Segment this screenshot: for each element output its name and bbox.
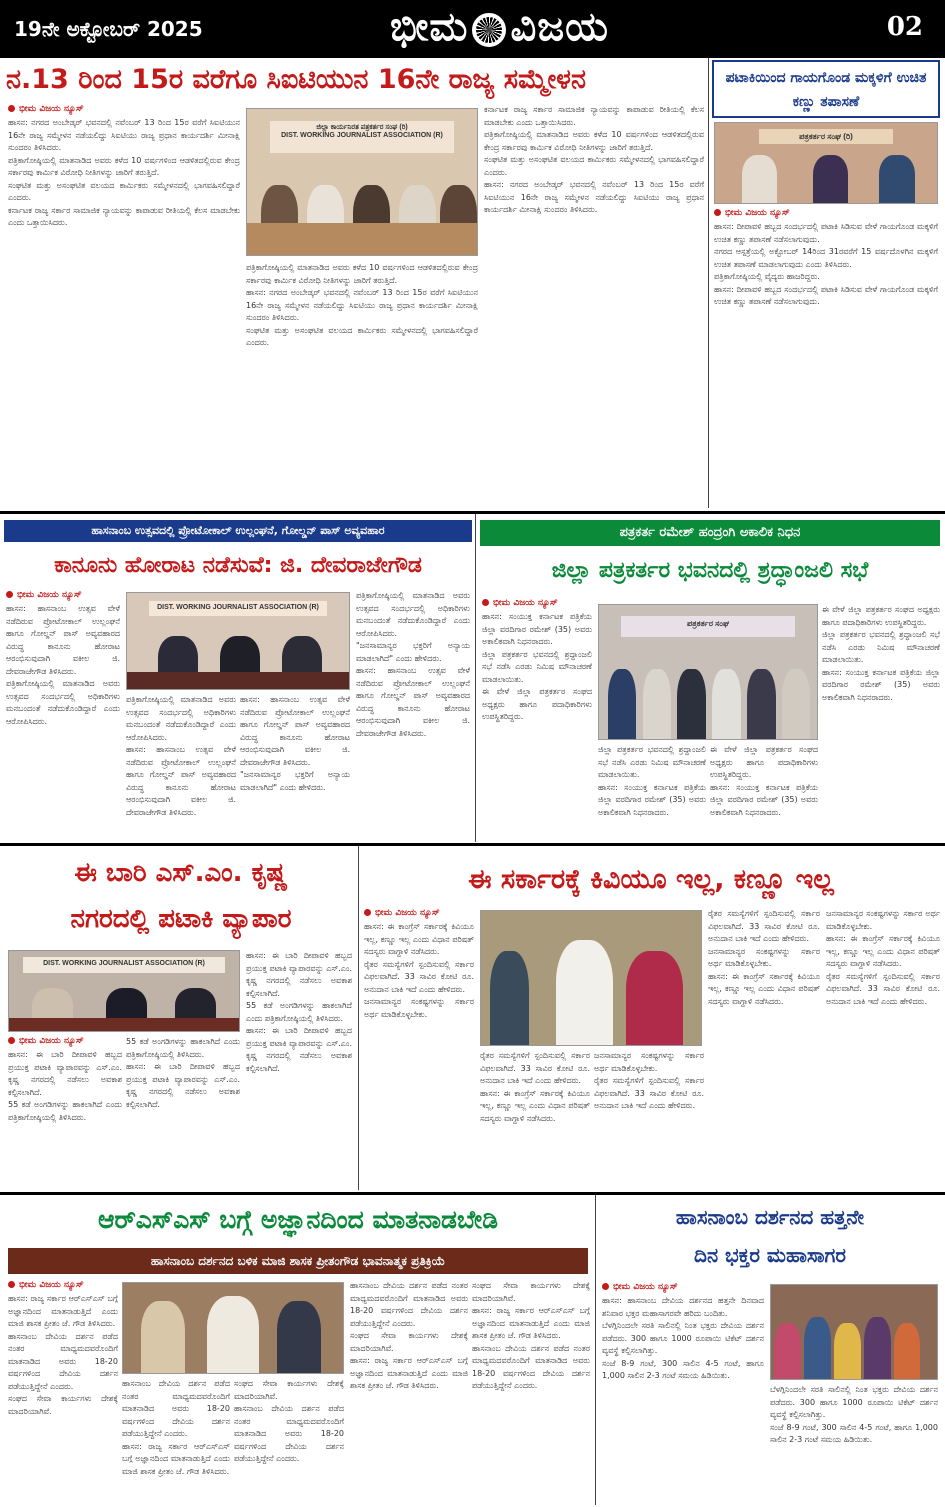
article-3-col-2 [126, 694, 236, 836]
logo-right: ವಿಜಯ [510, 3, 609, 50]
article-6-headline: ಈ ಸರ್ಕಾರಕ್ಕೆ ಕಿವಿಯೂ ಇಲ್ಲ, ಕಣ್ಣೂ ಇಲ್ಲ [468, 864, 834, 895]
column-divider [358, 846, 359, 1190]
photo-banner: DIST. WORKING JOURNALIST ASSOCIATION (R) [23, 957, 225, 973]
article-3-text-2: ಪತ್ರಿಕಾಗೋಷ್ಠಿಯಲ್ಲಿ ಮಾತನಾಡಿದ ಅವರು ಉತ್ಸವದ ಸಂದರ್ಭದಲ್ಲಿ ಅಧಿಕಾರಿಗಳು ಮನಬಂದಂತೆ ನಡೆದುಕೊಂಡಿದ್ದಾರೆ ಎಂದು ಆರೋಪಿಸಿದರು. ಹಾಸನ: ಹಾಸನಾಂಬ ಉತ್ಸವ ವೇಳೆ ನಡೆದಿರುವ ಪ್ರೋಟೋಕಾಲ್ ಉಲ್ಲಂಘನೆ ಹಾಗೂ ಗೋಲ್ಡನ್ ಪಾಸ್ ಅವ್ಯವಹಾರದ ವಿರುದ್ಧ ಕಾನೂನು ಹೋರಾಟ ಆರಂಭಿಸುವುದಾಗಿ ವಕೀಲ ಜಿ. ದೇವರಾಜೇಗೌಡ ತಿಳಿಸಿದರು. [126, 695, 236, 817]
article-3-text-4: ಪತ್ರಿಕಾಗೋಷ್ಠಿಯಲ್ಲಿ ಮಾತನಾಡಿದ ಅವರು ಉತ್ಸವದ ಸಂದರ್ಭದಲ್ಲಿ ಅಧಿಕಾರಿಗಳು ಮನಬಂದಂತೆ ನಡೆದುಕೊಂಡಿದ್ದಾರೆ ಎಂದು ಆರೋಪಿಸಿದರು. "ಜನಸಾಮಾನ್ಯರ ಭಕ್ತರಿಗೆ ಅನ್ಯಾಯ ಮಾಡಲಾಗಿದೆ" ಎಂದು ಹೇಳಿದರು. ಹಾಸನ: ಹಾಸನಾಂಬ ಉತ್ಸವ ವೇಳೆ ನಡೆದಿರುವ ಪ್ರೋಟೋಕಾಲ್ ಉಲ್ಲಂಘನೆ ಹಾಗೂ ಗೋಲ್ಡನ್ ಪಾಸ್ ಅವ್ಯವಹಾರದ ವಿರುದ್ಧ ಕಾನೂನು ಹೋರಾಟ ಆರಂಭಿಸುವುದಾಗಿ ವಕೀಲ ಜಿ. ದೇವರಾಜೇಗೌಡ ತಿಳಿಸಿದರು. [356, 591, 470, 738]
article-6-col-1 [364, 908, 474, 1186]
article-2-text: ಹಾಸನ: ದೀಪಾವಳಿ ಹಬ್ಬದ ಸಂದರ್ಭದಲ್ಲಿ ಪಟಾಕಿ ಸಿಡಿಸುವ ವೇಳೆ ಗಾಯಗೊಂಡ ಮಕ್ಕಳಿಗೆ ಉಚಿತ ಕಣ್ಣು ತಪಾಸಣೆ ನಡೆಸಲಾಗುವುದು. ನಗರದ ಆಸ್ಪತ್ರೆಯಲ್ಲಿ ಅಕ್ಟೋಬರ್ 14ರಿಂದ 31ರವರೆಗೆ 15 ವರ್ಷದೊಳಗಿನ ಮಕ್ಕಳಿಗೆ ಉಚಿತ ತಪಾಸಣೆ ಮಾಡಲಾಗುವುದು ಎಂದು ತಿಳಿಸಿದರು. ಪತ್ರಿಕಾಗೋಷ್ಠಿಯಲ್ಲಿ ವೈದ್ಯರು ಹಾಜರಿದ್ದರು. ಹಾಸನ: ದೀಪಾವಳಿ ಹಬ್ಬದ ಸಂದರ್ಭದಲ್ಲಿ ಪಟಾಕಿ ಸಿಡಿಸುವ ವೇಳೆ ಗಾಯಗೊಂಡ ಮಕ್ಕಳಿಗೆ ಉಚಿತ ಕಣ್ಣು ತಪಾಸಣೆ ನಡೆಸಲಾಗುವುದು. [714, 222, 938, 306]
article-6-text-4: ರೈತರ ಸಮಸ್ಯೆಗಳಿಗೆ ಸ್ಪಂದಿಸುವಲ್ಲಿ ಸರ್ಕಾರ ವಿಫಲವಾಗಿದೆ. 33 ಸಾವಿರ ಕೋಟಿ ರೂ. ಅನುದಾನ ಬಾಕಿ ಇದೆ ಎಂದು ಹೇಳಿದರು. ಜನಸಾಮಾನ್ಯರ ಸಂಕಷ್ಟಗಳನ್ನು ಸರ್ಕಾರ ಅರ್ಥ ಮಾಡಿಕೊಳ್ಳಬೇಕು. ಹಾಸನ: ಈ ಕಾಂಗ್ರೆಸ್ ಸರ್ಕಾರಕ್ಕೆ ಕಿವಿಯೂ ಇಲ್ಲ, ಕಣ್ಣೂ ಇಲ್ಲ ಎಂದು ವಿಧಾನ ಪರಿಷತ್ ಸದಸ್ಯರು ವಾಗ್ದಾಳಿ ನಡೆಸಿದರು. [708, 909, 820, 1006]
article-5-photo [8, 950, 240, 1032]
article-2-col [714, 208, 938, 504]
article-1-col-1 [8, 104, 240, 504]
article-7-text-3: ಸಂಘದ ಸೇವಾ ಕಾರ್ಯಗಳು ದೇಶಕ್ಕೆ ಮಾದರಿಯಾಗಿವೆ. ಹಾಸನಾಂಬ ದೇವಿಯ ದರ್ಶನ ಪಡೆದ ನಂತರ ಮಾಧ್ಯಮದವರೊಂದಿಗೆ ಮಾತನಾಡಿದ ಅವರು 18-20 ವರ್ಷಗಳಿಂದ ದೇವಿಯ ದರ್ಶನ ಪಡೆಯುತ್ತಿದ್ದೇನೆ ಎಂದರು. [234, 1379, 344, 1463]
article-3-text: ಹಾಸನ: ಹಾಸನಾಂಬ ಉತ್ಸವ ವೇಳೆ ನಡೆದಿರುವ ಪ್ರೋಟೋಕಾಲ್ ಉಲ್ಲಂಘನೆ ಹಾಗೂ ಗೋಲ್ಡನ್ ಪಾಸ್ ಅವ್ಯವಹಾರದ ವಿರುದ್ಧ ಕಾನೂನು ಹೋರಾಟ ಆರಂಭಿಸುವುದಾಗಿ ವಕೀಲ ಜಿ. ದೇವರಾಜೇಗೌಡ ತಿಳಿಸಿದರು. ಪತ್ರಿಕಾಗೋಷ್ಠಿಯಲ್ಲಿ ಮಾತನಾಡಿದ ಅವರು ಉತ್ಸವದ ಸಂದರ್ಭದಲ್ಲಿ ಅಧಿಕಾರಿಗಳು ಮನಬಂದಂತೆ ನಡೆದುಕೊಂಡಿದ್ದಾರೆ ಎಂದು ಆರೋಪಿಸಿದರು. [6, 604, 120, 726]
section-divider [0, 843, 945, 846]
article-7-photo [122, 1282, 344, 1374]
bullet-icon [482, 599, 489, 606]
column-divider [595, 1195, 596, 1505]
byline: ಭೀಮ ವಿಜಯ ನ್ಯೂಸ್ [602, 1282, 764, 1292]
newspaper-logo [390, 3, 609, 50]
section-divider [0, 511, 945, 514]
byline: ಭೀಮ ವಿಜಯ ನ್ಯೂಸ್ [364, 908, 474, 918]
article-2-headline-box [712, 60, 940, 118]
article-3-col-4 [356, 590, 470, 836]
issue-date: 19ನೇ ಅಕ್ಟೋಬರ್ 2025 [14, 17, 203, 41]
article-7-text-2: ಹಾಸನಾಂಬ ದೇವಿಯ ದರ್ಶನ ಪಡೆದ ನಂತರ ಮಾಧ್ಯಮದವರೊಂದಿಗೆ ಮಾತನಾಡಿದ ಅವರು 18-20 ವರ್ಷಗಳಿಂದ ದೇವಿಯ ದರ್ಶನ ಪಡೆಯುತ್ತಿದ್ದೇನೆ ಎಂದರು. ಹಾಸನ: ರಾಜ್ಯ ಸರ್ಕಾರ ಆರ್‌ಎಸ್‌ಎಸ್ ಬಗ್ಗೆ ಅಜ್ಞಾನದಿಂದ ಮಾತನಾಡುತ್ತಿದೆ ಎಂದು ಮಾಜಿ ಶಾಸಕ ಪ್ರೀತಂ ಜೆ. ಗೌಡ ತಿಳಿಸಿದರು. [122, 1379, 230, 1476]
masthead [0, 0, 945, 58]
article-3-photo [126, 592, 350, 690]
chakra-icon [472, 13, 506, 47]
article-5-col-2 [126, 1036, 240, 1186]
article-7-col-1 [8, 1280, 118, 1502]
article-4-kicker: ಪತ್ರಕರ್ತ ರಮೇಶ್ ಹಂದ್ರಂಗಿ ಅಕಾಲಿಕ ನಿಧನ [480, 520, 940, 546]
article-4-text-2: ಜಿಲ್ಲಾ ಪತ್ರಕರ್ತರ ಭವನದಲ್ಲಿ ಶ್ರದ್ಧಾಂಜಲಿ ಸಭೆ ನಡೆಸಿ ಎರಡು ನಿಮಿಷ ಮೌನಾಚರಣೆ ಮಾಡಲಾಯಿತು. ಹಾಸನ: ಸಂಯುಕ್ತ ಕರ್ನಾಟಕ ಪತ್ರಿಕೆಯ ಜಿಲ್ಲಾ ವರದಿಗಾರ ರಮೇಶ್ (35) ಅವರು ಅಕಾಲಿಕವಾಗಿ ನಿಧನರಾದರು. [598, 745, 706, 817]
section-divider [0, 1192, 945, 1195]
article-8-headline [600, 1198, 940, 1274]
article-7-col-2 [122, 1378, 230, 1502]
article-5-col-1 [8, 1036, 122, 1186]
article-1-col-3 [484, 104, 704, 504]
bullet-icon [602, 1283, 609, 1290]
article-7-col-3 [234, 1378, 344, 1502]
logo-left: ಭೀಮ [390, 3, 469, 50]
article-4-text: ಹಾಸನ: ಸಂಯುಕ್ತ ಕರ್ನಾಟಕ ಪತ್ರಿಕೆಯ ಜಿಲ್ಲಾ ವರದಿಗಾರ ರಮೇಶ್ (35) ಅವರು ಅಕಾಲಿಕವಾಗಿ ನಿಧನರಾದರು. ಜಿಲ್ಲಾ ಪತ್ರಕರ್ತರ ಭವನದಲ್ಲಿ ಶ್ರದ್ಧಾಂಜಲಿ ಸಭೆ ನಡೆಸಿ ಎರಡು ನಿಮಿಷ ಮೌನಾಚರಣೆ ಮಾಡಲಾಯಿತು. ಈ ವೇಳೆ ಜಿಲ್ಲಾ ಪತ್ರಕರ್ತರ ಸಂಘದ ಅಧ್ಯಕ್ಷರು ಹಾಗೂ ಪದಾಧಿಕಾರಿಗಳು ಉಪಸ್ಥಿತರಿದ್ದರು. [482, 612, 592, 721]
article-6-col-3 [594, 1050, 704, 1186]
bullet-icon [8, 1037, 15, 1044]
photo-banner: ಜಿಲ್ಲಾ ಕಾರ್ಯನಿರತ ಪತ್ರಕರ್ತರ ಸಂಘ (ರಿ) DIST. WORKING JOURNALIST ASSOCIATION (R) [270, 121, 454, 153]
article-6-col-2 [480, 1050, 590, 1186]
article-1-col-2 [246, 262, 478, 504]
article-7-text-5: ಸಂಘದ ಸೇವಾ ಕಾರ್ಯಗಳು ದೇಶಕ್ಕೆ ಮಾದರಿಯಾಗಿವೆ. ಹಾಸನ: ರಾಜ್ಯ ಸರ್ಕಾರ ಆರ್‌ಎಸ್‌ಎಸ್ ಬಗ್ಗೆ ಅಜ್ಞಾನದಿಂದ ಮಾತನಾಡುತ್ತಿದೆ ಎಂದು ಮಾಜಿ ಶಾಸಕ ಪ್ರೀತಂ ಜೆ. ಗೌಡ ತಿಳಿಸಿದರು. ಹಾಸನಾಂಬ ದೇವಿಯ ದರ್ಶನ ಪಡೆದ ನಂತರ ಮಾಧ್ಯಮದವರೊಂದಿಗೆ ಮಾತನಾಡಿದ ಅವರು 18-20 ವರ್ಷಗಳಿಂದ ದೇವಿಯ ದರ್ಶನ ಪಡೆಯುತ್ತಿದ್ದೇನೆ ಎಂದರು. [472, 1281, 590, 1390]
byline: ಭೀಮ ವಿಜಯ ನ್ಯೂಸ್ [8, 1036, 122, 1046]
article-1-headline: ನ.13 ರಿಂದ 15ರ ವರೆಗೂ ಸಿಐಟಿಯುನ 16ನೇ ರಾಜ್ಯ ಸಮ್ಮೇಳನ [6, 64, 586, 95]
article-7-text-4: ಹಾಸನಾಂಬ ದೇವಿಯ ದರ್ಶನ ಪಡೆದ ನಂತರ ಮಾಧ್ಯಮದವರೊಂದಿಗೆ ಮಾತನಾಡಿದ ಅವರು 18-20 ವರ್ಷಗಳಿಂದ ದೇವಿಯ ದರ್ಶನ ಪಡೆಯುತ್ತಿದ್ದೇನೆ ಎಂದರು. ಸಂಘದ ಸೇವಾ ಕಾರ್ಯಗಳು ದೇಶಕ್ಕೆ ಮಾದರಿಯಾಗಿವೆ. ಹಾಸನ: ರಾಜ್ಯ ಸರ್ಕಾರ ಆರ್‌ಎಸ್‌ಎಸ್ ಬಗ್ಗೆ ಅಜ್ಞಾನದಿಂದ ಮಾತನಾಡುತ್ತಿದೆ ಎಂದು ಮಾಜಿ ಶಾಸಕ ಪ್ರೀತಂ ಜೆ. ಗೌಡ ತಿಳಿಸಿದರು. [350, 1281, 468, 1390]
article-6-col-4 [708, 908, 820, 1186]
article-4-col-1 [482, 598, 592, 836]
article-1-text: ಹಾಸನ: ನಗರದ ಅಂಬೇಡ್ಕರ್ ಭವನದಲ್ಲಿ ನವೆಂಬರ್ 13 ರಿಂದ 15ರ ವರೆಗೆ ಸಿಐಟಿಯುನ 16ನೇ ರಾಜ್ಯ ಸಮ್ಮೇಳನ ನಡೆಯಲಿದ್ದು ಸಿಐಟಿಯು ರಾಜ್ಯ ಪ್ರಧಾನ ಕಾರ್ಯದರ್ಶಿ ಮೀನಾಕ್ಷಿ ಸುಂದರಂ ತಿಳಿಸಿದರು. ಪತ್ರಿಕಾಗೋಷ್ಠಿಯಲ್ಲಿ ಮಾತನಾಡಿದ ಅವರು ಕಳೆದ 10 ವರ್ಷಗಳಿಂದ ಆಡಳಿತದಲ್ಲಿರುವ ಕೇಂದ್ರ ಸರ್ಕಾರವು ಕಾರ್ಮಿಕ ವಿರೋಧಿ ನೀತಿಗಳನ್ನು ಜಾರಿಗೆ ತರುತ್ತಿದೆ. ಸಂಘಟಿತ ಮತ್ತು ಅಸಂಘಟಿತ ವಲಯದ ಕಾರ್ಮಿಕರು ಸಮ್ಮೇಳನದಲ್ಲಿ ಭಾಗವಹಿಸಲಿದ್ದಾರೆ ಎಂದರು. ಕರ್ನಾಟಕ ರಾಜ್ಯ ಸರ್ಕಾರ ಸಾಮಾಜಿಕ ನ್ಯಾಯವನ್ನು ಕಾಪಾಡುವ ರೀತಿಯಲ್ಲಿ ಕೆಲಸ ಮಾಡಬೇಕು ಎಂದು ಒತ್ತಾಯಿಸಿದರು. [8, 118, 240, 227]
article-1-headline-box [6, 62, 706, 100]
article-5-text-3: ಹಾಸನ: ಈ ಬಾರಿ ದೀಪಾವಳಿ ಹಬ್ಬದ ಪ್ರಯುಕ್ತ ಪಟಾಕಿ ವ್ಯಾಪಾರವನ್ನು ಎಸ್.ಎಂ. ಕೃಷ್ಣ ನಗರದಲ್ಲಿ ನಡೆಸಲು ಅವಕಾಶ ಕಲ್ಪಿಸಲಾಗಿದೆ. 55 ಕಡೆ ಅಂಗಡಿಗಳನ್ನು ಹಾಕಲಾಗಿದೆ ಎಂದು ಪತ್ರಿಕಾಗೋಷ್ಠಿಯಲ್ಲಿ ತಿಳಿಸಿದರು. ಹಾಸನ: ಈ ಬಾರಿ ದೀಪಾವಳಿ ಹಬ್ಬದ ಪ್ರಯುಕ್ತ ಪಟಾಕಿ ವ್ಯಾಪಾರವನ್ನು ಎಸ್.ಎಂ. ಕೃಷ್ಣ ನಗರದಲ್ಲಿ ನಡೆಸಲು ಅವಕಾಶ ಕಲ್ಪಿಸಲಾಗಿದೆ. [246, 951, 352, 1073]
article-4-text-3: ಈ ವೇಳೆ ಜಿಲ್ಲಾ ಪತ್ರಕರ್ತರ ಸಂಘದ ಅಧ್ಯಕ್ಷರು ಹಾಗೂ ಪದಾಧಿಕಾರಿಗಳು ಉಪಸ್ಥಿತರಿದ್ದರು. ಹಾಸನ: ಸಂಯುಕ್ತ ಕರ್ನಾಟಕ ಪತ್ರಿಕೆಯ ಜಿಲ್ಲಾ ವರದಿಗಾರ ರಮೇಶ್ (35) ಅವರು ಅಕಾಲಿಕವಾಗಿ ನಿಧನರಾದರು. [710, 745, 818, 817]
article-8-text: ಹಾಸನ: ಹಾಸನಾಂಬ ದೇವಿಯ ದರ್ಶನದ ಹತ್ತನೇ ದಿನವಾದ ಶನಿವಾರ ಭಕ್ತರ ಮಹಾಸಾಗರವೇ ಹರಿದು ಬಂದಿತು. ಬೆಳಗ್ಗಿನಿಂದಲೇ ಸರತಿ ಸಾಲಿನಲ್ಲಿ ನಿಂತ ಭಕ್ತರು ದೇವಿಯ ದರ್ಶನ ಪಡೆದರು. 300 ಹಾಗೂ 1000 ರೂಪಾಯಿ ಟಿಕೆಟ್ ದರ್ಶನ ವ್ಯವಸ್ಥೆ ಕಲ್ಪಿಸಲಾಗಿತ್ತು. ಸಂಜೆ 8-9 ಗಂಟೆ, 300 ಸಾಲಿನ 4-5 ಗಂಟೆ, ಹಾಗೂ 1,000 ಸಾಲಿನ 2-3 ಗಂಟೆ ಸಮಯ ಹಿಡಿಯಿತು. [602, 1296, 764, 1380]
article-3-col-1 [6, 590, 120, 836]
article-6-col-5 [826, 908, 940, 1186]
article-8-headline-line-2: ದಿನ ಭಕ್ತರ ಮಹಾಸಾಗರ [694, 1243, 846, 1267]
bullet-icon [714, 209, 721, 216]
article-8-headline-line-1: ಹಾಸನಾಂಬ ದರ್ಶನದ ಹತ್ತನೇ [675, 1205, 865, 1229]
article-7-col-5 [472, 1280, 590, 1502]
article-8-col-1 [602, 1282, 764, 1502]
byline: ಭೀಮ ವಿಜಯ ನ್ಯೂಸ್ [714, 208, 938, 218]
photo-banner: ಪತ್ರಕರ್ತರ ಸಂಘ (ರಿ) [759, 129, 892, 143]
article-8-text-2: ಬೆಳಗ್ಗಿನಿಂದಲೇ ಸರತಿ ಸಾಲಿನಲ್ಲಿ ನಿಂತ ಭಕ್ತರು ದೇವಿಯ ದರ್ಶನ ಪಡೆದರು. 300 ಹಾಗೂ 1000 ರೂಪಾಯಿ ಟಿಕೆಟ್ ದರ್ಶನ ವ್ಯವಸ್ಥೆ ಕಲ್ಪಿಸಲಾಗಿತ್ತು. ಸಂಜೆ 8-9 ಗಂಟೆ, 300 ಸಾಲಿನ 4-5 ಗಂಟೆ, ಹಾಗೂ 1,000 ಸಾಲಿನ 2-3 ಗಂಟೆ ಸಮಯ ಹಿಡಿಯಿತು. [770, 1385, 938, 1444]
byline: ಭೀಮ ವಿಜಯ ನ್ಯೂಸ್ [8, 104, 240, 114]
article-2-headline: ಪಟಾಕಿಯಿಂದ ಗಾಯಗೊಂಡ ಮಕ್ಕಳಿಗೆ ಉಚಿತ ಕಣ್ಣು ತಪಾಸಣೆ [725, 70, 927, 110]
article-3-col-3 [240, 694, 350, 836]
article-3-text-3: ಹಾಸನ: ಹಾಸನಾಂಬ ಉತ್ಸವ ವೇಳೆ ನಡೆದಿರುವ ಪ್ರೋಟೋಕಾಲ್ ಉಲ್ಲಂಘನೆ ಹಾಗೂ ಗೋಲ್ಡನ್ ಪಾಸ್ ಅವ್ಯವಹಾರದ ವಿರುದ್ಧ ಕಾನೂನು ಹೋರಾಟ ಆರಂಭಿಸುವುದಾಗಿ ವಕೀಲ ಜಿ. ದೇವರಾಜೇಗೌಡ ತಿಳಿಸಿದರು. "ಜನಸಾಮಾನ್ಯರ ಭಕ್ತರಿಗೆ ಅನ್ಯಾಯ ಮಾಡಲಾಗಿದೆ" ಎಂದು ಹೇಳಿದರು. [240, 695, 350, 792]
bullet-icon [6, 591, 13, 598]
article-5-text-2: 55 ಕಡೆ ಅಂಗಡಿಗಳನ್ನು ಹಾಕಲಾಗಿದೆ ಎಂದು ಪತ್ರಿಕಾಗೋಷ್ಠಿಯಲ್ಲಿ ತಿಳಿಸಿದರು. ಹಾಸನ: ಈ ಬಾರಿ ದೀಪಾವಳಿ ಹಬ್ಬದ ಪ್ರಯುಕ್ತ ಪಟಾಕಿ ವ್ಯಾಪಾರವನ್ನು ಎಸ್.ಎಂ. ಕೃಷ್ಣ ನಗರದಲ್ಲಿ ನಡೆಸಲು ಅವಕಾಶ ಕಲ್ಪಿಸಲಾಗಿದೆ. [126, 1037, 240, 1109]
bullet-icon [364, 909, 371, 916]
article-7-kicker: ಹಾಸನಾಂಬ ದರ್ಶನದ ಬಳಿಕ ಮಾಜಿ ಶಾಸಕ ಪ್ರೀತಂಗೌಡ ಭಾವನಾತ್ಮಕ ಪ್ರತಿಕ್ರಿಯೆ [8, 1248, 588, 1274]
byline: ಭೀಮ ವಿಜಯ ನ್ಯೂಸ್ [8, 1280, 118, 1290]
byline: ಭೀಮ ವಿಜಯ ನ್ಯೂಸ್ [482, 598, 592, 608]
article-4-col-2 [598, 744, 706, 836]
bullet-icon [8, 105, 15, 112]
article-5-headline [6, 850, 356, 944]
article-7-headline: ಆರ್‌ಎಸ್‌ಎಸ್ ಬಗ್ಗೆ ಅಜ್ಞಾನದಿಂದ ಮಾತನಾಡಬೇಡಿ [97, 1205, 499, 1234]
article-4-photo [598, 604, 818, 740]
article-5-text: ಹಾಸನ: ಈ ಬಾರಿ ದೀಪಾವಳಿ ಹಬ್ಬದ ಪ್ರಯುಕ್ತ ಪಟಾಕಿ ವ್ಯಾಪಾರವನ್ನು ಎಸ್.ಎಂ. ಕೃಷ್ಣ ನಗರದಲ್ಲಿ ನಡೆಸಲು ಅವಕಾಶ ಕಲ್ಪಿಸಲಾಗಿದೆ. 55 ಕಡೆ ಅಂಗಡಿಗಳನ್ನು ಹಾಕಲಾಗಿದೆ ಎಂದು ಪತ್ರಿಕಾಗೋಷ್ಠಿಯಲ್ಲಿ ತಿಳಿಸಿದರು. [8, 1050, 122, 1122]
article-5-headline-line-1: ಈ ಬಾರಿ ಎಸ್.ಎಂ. ಕೃಷ್ಣ [74, 858, 288, 888]
article-5-col-3 [246, 950, 352, 1186]
article-8-photo [770, 1284, 938, 1380]
article-3-kicker: ಹಾಸನಾಂಬ ಉತ್ಸವದಲ್ಲಿ ಪ್ರೋಟೋಕಾಲ್ ಉಲ್ಲಂಘನೆ, ಗೋಲ್ಡನ್ ಪಾಸ್ ಅವ್ಯವಹಾರ [4, 520, 472, 542]
article-6-text-3: ಜನಸಾಮಾನ್ಯರ ಸಂಕಷ್ಟಗಳನ್ನು ಸರ್ಕಾರ ಅರ್ಥ ಮಾಡಿಕೊಳ್ಳಬೇಕು. ರೈತರ ಸಮಸ್ಯೆಗಳಿಗೆ ಸ್ಪಂದಿಸುವಲ್ಲಿ ಸರ್ಕಾರ ವಿಫಲವಾಗಿದೆ. 33 ಸಾವಿರ ಕೋಟಿ ರೂ. ಅನುದಾನ ಬಾಕಿ ಇದೆ ಎಂದು ಹೇಳಿದರು. [594, 1051, 704, 1110]
photo-banner: ಪತ್ರಕರ್ತರ ಸಂಘ [621, 616, 795, 637]
article-7-text: ಹಾಸನ: ರಾಜ್ಯ ಸರ್ಕಾರ ಆರ್‌ಎಸ್‌ಎಸ್ ಬಗ್ಗೆ ಅಜ್ಞಾನದಿಂದ ಮಾತನಾಡುತ್ತಿದೆ ಎಂದು ಮಾಜಿ ಶಾಸಕ ಪ್ರೀತಂ ಜೆ. ಗೌಡ ತಿಳಿಸಿದರು. ಹಾಸನಾಂಬ ದೇವಿಯ ದರ್ಶನ ಪಡೆದ ನಂತರ ಮಾಧ್ಯಮದವರೊಂದಿಗೆ ಮಾತನಾಡಿದ ಅವರು 18-20 ವರ್ಷಗಳಿಂದ ದೇವಿಯ ದರ್ಶನ ಪಡೆಯುತ್ತಿದ್ದೇನೆ ಎಂದರು. ಸಂಘದ ಸೇವಾ ಕಾರ್ಯಗಳು ದೇಶಕ್ಕೆ ಮಾದರಿಯಾಗಿವೆ. [8, 1294, 118, 1416]
page-number: 02 [886, 12, 923, 42]
article-4-text-4: ಈ ವೇಳೆ ಜಿಲ್ಲಾ ಪತ್ರಕರ್ತರ ಸಂಘದ ಅಧ್ಯಕ್ಷರು ಹಾಗೂ ಪದಾಧಿಕಾರಿಗಳು ಉಪಸ್ಥಿತರಿದ್ದರು. ಜಿಲ್ಲಾ ಪತ್ರಕರ್ತರ ಭವನದಲ್ಲಿ ಶ್ರದ್ಧಾಂಜಲಿ ಸಭೆ ನಡೆಸಿ ಎರಡು ನಿಮಿಷ ಮೌನಾಚರಣೆ ಮಾಡಲಾಯಿತು. ಹಾಸನ: ಸಂಯುಕ್ತ ಕರ್ನಾಟಕ ಪತ್ರಿಕೆಯ ಜಿಲ್ಲಾ ವರದಿಗಾರ ರಮೇಶ್ (35) ಅವರು ಅಕಾಲಿಕವಾಗಿ ನಿಧನರಾದರು. [822, 605, 940, 702]
article-1-photo [246, 108, 478, 256]
article-4-col-4 [822, 604, 940, 836]
article-5-headline-line-2: ನಗರದಲ್ಲಿ ಪಟಾಕಿ ವ್ಯಾಪಾರ [70, 904, 292, 934]
article-3-headline: ಕಾನೂನು ಹೋರಾಟ ನಡೆಸುವೆ: ಜಿ. ದೇವರಾಜೇಗೌಡ [54, 553, 422, 578]
column-divider [475, 514, 476, 842]
article-4-col-3 [710, 744, 818, 836]
bullet-icon [8, 1281, 15, 1288]
article-7-col-4 [350, 1280, 468, 1502]
article-6-text: ಹಾಸನ: ಈ ಕಾಂಗ್ರೆಸ್ ಸರ್ಕಾರಕ್ಕೆ ಕಿವಿಯೂ ಇಲ್ಲ, ಕಣ್ಣೂ ಇಲ್ಲ ಎಂದು ವಿಧಾನ ಪರಿಷತ್ ಸದಸ್ಯರು ವಾಗ್ದಾಳಿ ನಡೆಸಿದರು. ರೈತರ ಸಮಸ್ಯೆಗಳಿಗೆ ಸ್ಪಂದಿಸುವಲ್ಲಿ ಸರ್ಕಾರ ವಿಫಲವಾಗಿದೆ. 33 ಸಾವಿರ ಕೋಟಿ ರೂ. ಅನುದಾನ ಬಾಕಿ ಇದೆ ಎಂದು ಹೇಳಿದರು. ಜನಸಾಮಾನ್ಯರ ಸಂಕಷ್ಟಗಳನ್ನು ಸರ್ಕಾರ ಅರ್ಥ ಮಾಡಿಕೊಳ್ಳಬೇಕು. [364, 922, 474, 1019]
article-1-text-2: ಪತ್ರಿಕಾಗೋಷ್ಠಿಯಲ್ಲಿ ಮಾತನಾಡಿದ ಅವರು ಕಳೆದ 10 ವರ್ಷಗಳಿಂದ ಆಡಳಿತದಲ್ಲಿರುವ ಕೇಂದ್ರ ಸರ್ಕಾರವು ಕಾರ್ಮಿಕ ವಿರೋಧಿ ನೀತಿಗಳನ್ನು ಜಾರಿಗೆ ತರುತ್ತಿದೆ. ಹಾಸನ: ನಗರದ ಅಂಬೇಡ್ಕರ್ ಭವನದಲ್ಲಿ ನವೆಂಬರ್ 13 ರಿಂದ 15ರ ವರೆಗೆ ಸಿಐಟಿಯುನ 16ನೇ ರಾಜ್ಯ ಸಮ್ಮೇಳನ ನಡೆಯಲಿದ್ದು ಸಿಐಟಿಯು ರಾಜ್ಯ ಪ್ರಧಾನ ಕಾರ್ಯದರ್ಶಿ ಮೀನಾಕ್ಷಿ ಸುಂದರಂ ತಿಳಿಸಿದರು. ಸಂಘಟಿತ ಮತ್ತು ಅಸಂಘಟಿತ ವಲಯದ ಕಾರ್ಮಿಕರು ಸಮ್ಮೇಳನದಲ್ಲಿ ಭಾಗವಹಿಸಲಿದ್ದಾರೆ ಎಂದರು. [246, 263, 478, 347]
photo-banner: DIST. WORKING JOURNALIST ASSOCIATION (R) [149, 601, 327, 616]
article-2-photo [714, 122, 938, 204]
article-1-text-3: ಕರ್ನಾಟಕ ರಾಜ್ಯ ಸರ್ಕಾರ ಸಾಮಾಜಿಕ ನ್ಯಾಯವನ್ನು ಕಾಪಾಡುವ ರೀತಿಯಲ್ಲಿ ಕೆಲಸ ಮಾಡಬೇಕು ಎಂದು ಒತ್ತಾಯಿಸಿದರು. ಪತ್ರಿಕಾಗೋಷ್ಠಿಯಲ್ಲಿ ಮಾತನಾಡಿದ ಅವರು ಕಳೆದ 10 ವರ್ಷಗಳಿಂದ ಆಡಳಿತದಲ್ಲಿರುವ ಕೇಂದ್ರ ಸರ್ಕಾರವು ಕಾರ್ಮಿಕ ವಿರೋಧಿ ನೀತಿಗಳನ್ನು ಜಾರಿಗೆ ತರುತ್ತಿದೆ. ಸಂಘಟಿತ ಮತ್ತು ಅಸಂಘಟಿತ ವಲಯದ ಕಾರ್ಮಿಕರು ಸಮ್ಮೇಳನದಲ್ಲಿ ಭಾಗವಹಿಸಲಿದ್ದಾರೆ ಎಂದರು. ಹಾಸನ: ನಗರದ ಅಂಬೇಡ್ಕರ್ ಭವನದಲ್ಲಿ ನವೆಂಬರ್ 13 ರಿಂದ 15ರ ವರೆಗೆ ಸಿಐಟಿಯುನ 16ನೇ ರಾಜ್ಯ ಸಮ್ಮೇಳನ ನಡೆಯಲಿದ್ದು ಸಿಐಟಿಯು ರಾಜ್ಯ ಪ್ರಧಾನ ಕಾರ್ಯದರ್ಶಿ ಮೀನಾಕ್ಷಿ ಸುಂದರಂ ತಿಳಿಸಿದರು. [484, 105, 704, 214]
byline: ಭೀಮ ವಿಜಯ ನ್ಯೂಸ್ [6, 590, 120, 600]
article-4-headline: ಜಿಲ್ಲಾ ಪತ್ರಕರ್ತರ ಭವನದಲ್ಲಿ ಶ್ರದ್ಧಾಂಜಲಿ ಸಭೆ [551, 558, 869, 583]
column-divider [708, 58, 709, 508]
article-8-col-2 [770, 1384, 938, 1502]
article-6-text-5: ಜನಸಾಮಾನ್ಯರ ಸಂಕಷ್ಟಗಳನ್ನು ಸರ್ಕಾರ ಅರ್ಥ ಮಾಡಿಕೊಳ್ಳಬೇಕು. ಹಾಸನ: ಈ ಕಾಂಗ್ರೆಸ್ ಸರ್ಕಾರಕ್ಕೆ ಕಿವಿಯೂ ಇಲ್ಲ, ಕಣ್ಣೂ ಇಲ್ಲ ಎಂದು ವಿಧಾನ ಪರಿಷತ್ ಸದಸ್ಯರು ವಾಗ್ದಾಳಿ ನಡೆಸಿದರು. ರೈತರ ಸಮಸ್ಯೆಗಳಿಗೆ ಸ್ಪಂದಿಸುವಲ್ಲಿ ಸರ್ಕಾರ ವಿಫಲವಾಗಿದೆ. 33 ಸಾವಿರ ಕೋಟಿ ರೂ. ಅನುದಾನ ಬಾಕಿ ಇದೆ ಎಂದು ಹೇಳಿದರು. [826, 909, 940, 1006]
article-6-photo [480, 910, 702, 1046]
article-6-text-2: ರೈತರ ಸಮಸ್ಯೆಗಳಿಗೆ ಸ್ಪಂದಿಸುವಲ್ಲಿ ಸರ್ಕಾರ ವಿಫಲವಾಗಿದೆ. 33 ಸಾವಿರ ಕೋಟಿ ರೂ. ಅನುದಾನ ಬಾಕಿ ಇದೆ ಎಂದು ಹೇಳಿದರು. ಹಾಸನ: ಈ ಕಾಂಗ್ರೆಸ್ ಸರ್ಕಾರಕ್ಕೆ ಕಿವಿಯೂ ಇಲ್ಲ, ಕಣ್ಣೂ ಇಲ್ಲ ಎಂದು ವಿಧಾನ ಪರಿಷತ್ ಸದಸ್ಯರು ವಾಗ್ದಾಳಿ ನಡೆಸಿದರು. [480, 1051, 590, 1123]
